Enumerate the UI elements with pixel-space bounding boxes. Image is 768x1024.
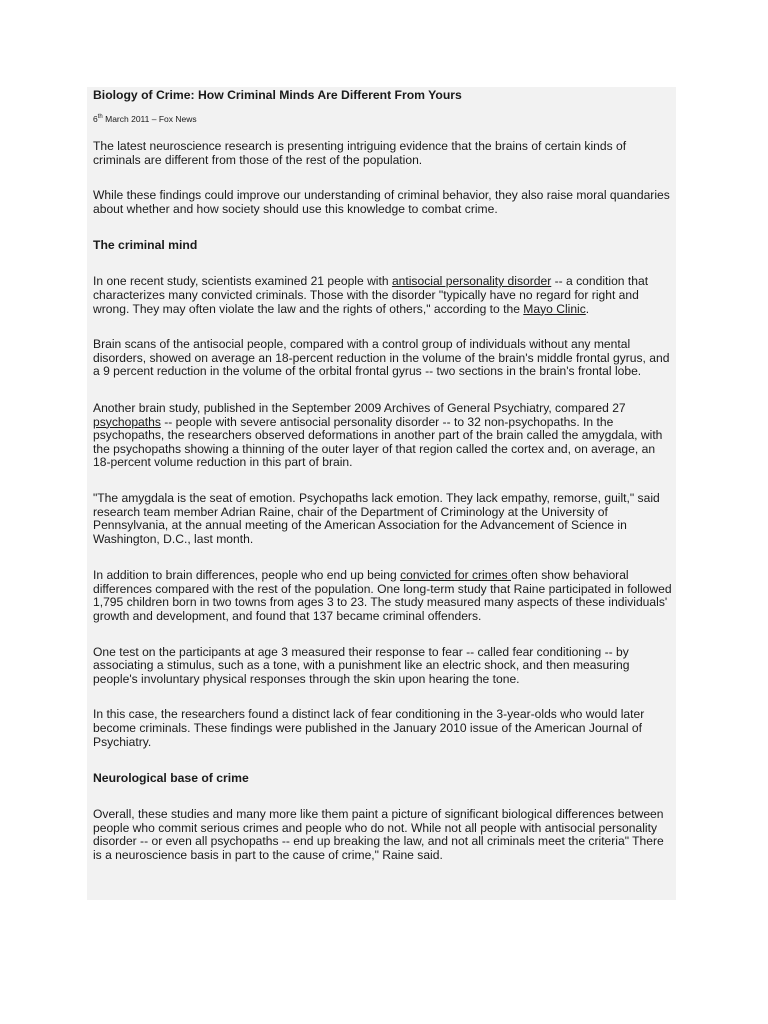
paragraph-4: Brain scans of the antisocial people, compared with a control group of individuals without any mental disorders, showed on average an 18-percent reduction in the volume of the brain's middle frontal gyrus, and a 9 percent reduction in the volume of the orbital frontal gyrus -- two sections in the brain's frontal lobe. (93, 337, 670, 379)
section-heading-criminal-mind: The criminal mind (93, 238, 198, 253)
paragraph-9: In this case, the researchers found a distinct lack of fear conditioning in the 3-year-olds who would later become criminals. These findings were published in the January 2010 issue of the American Journal of Psychiatry. (93, 707, 645, 749)
paragraph-6: "The amygdala is the seat of emotion. Psychopaths lack emotion. They lack empathy, remorse, guilt," said research team member Adrian Raine, chair of the Department of Criminology at the University of Pennsylvania, at the annual meeting of the American Association for the Advancement of Science in Washington, D.C., last month. (93, 490, 660, 546)
paragraph-3 (93, 275, 673, 316)
link-psychopaths[interactable]: psychopaths (93, 414, 161, 429)
article-title: Biology of Crime: How Criminal Minds Are Different From Yours (93, 88, 462, 102)
dateline-suffix: th (97, 114, 103, 121)
paragraph-3-text-a: In one recent study, scientists examined 21 people with (93, 274, 392, 289)
paragraph-7 (93, 569, 673, 623)
dateline-day: 6 (93, 114, 98, 124)
paragraph-7-text-a: In addition to brain differences, people who end up being (93, 568, 401, 583)
paragraph-10: Overall, these studies and many more like them paint a picture of significant biological differences between people who commit serious crimes and people who do not. While not all people with antisocial personality disorder -- or even all psychopaths -- end up breaking the law, and not all criminals meet the criteria" There is a neuroscience basis in part to the cause of crime," Raine said. (93, 807, 664, 862)
paragraph-2: While these findings could improve our understanding of criminal behavior, they also raise moral quandaries about whether and how society should use this knowledge to combat crime. (93, 188, 670, 216)
link-convicted-for-crimes[interactable]: convicted for crimes (400, 568, 511, 583)
paragraph-1: The latest neuroscience research is presenting intriguing evidence that the brains of certain kinds of criminals are different from those of the rest of the population. (93, 139, 627, 167)
paragraph-5-text-b: -- people with severe antisocial personality disorder -- to 32 non-psychopaths. In the psychopaths, the researchers observed deformations in another part of the brain called the amygdala, with the psychopaths showing a thinning of the outer layer of that region called the cortex and, on average, an 18-percent volume reduction in this part of brain. (93, 414, 663, 470)
paragraph-7-text-b: often show behavioral differences compared with the rest of the population. One long-term study that Raine participated in followed 1,795 children born in two towns from ages 3 to 23. The study measured many aspects of these individuals' growth and development, and found that 137 became criminal offenders. (93, 568, 672, 624)
article-body (93, 88, 673, 863)
paragraph-8: One test on the participants at age 3 measured their response to fear -- called fear conditioning -- by associating a stimulus, such as a tone, with a punishment like an electric shock, and then measuring people's involuntary physical responses through the skin upon hearing the tone. (93, 644, 630, 686)
paragraph-5-text-a: Another brain study, published in the September 2009 Archives of General Psychiatry, compared 27 (93, 400, 626, 415)
article-dateline (93, 114, 673, 124)
link-mayo-clinic[interactable]: Mayo Clinic (523, 301, 586, 316)
paragraph-3-text-c: . (585, 301, 590, 316)
dateline-rest: March 2011 – Fox News (102, 114, 197, 124)
paragraph-5 (93, 402, 673, 470)
link-antisocial-personality-disorder[interactable]: antisocial personality disorder (391, 274, 552, 289)
section-heading-neurological-base: Neurological base of crime (93, 771, 249, 786)
paragraph-3-text-b: -- a condition that characterizes many convicted criminals. Those with the disorder "typically have no regard for right and wrong. They may often violate the law and the rights of others," according to the (93, 274, 649, 316)
